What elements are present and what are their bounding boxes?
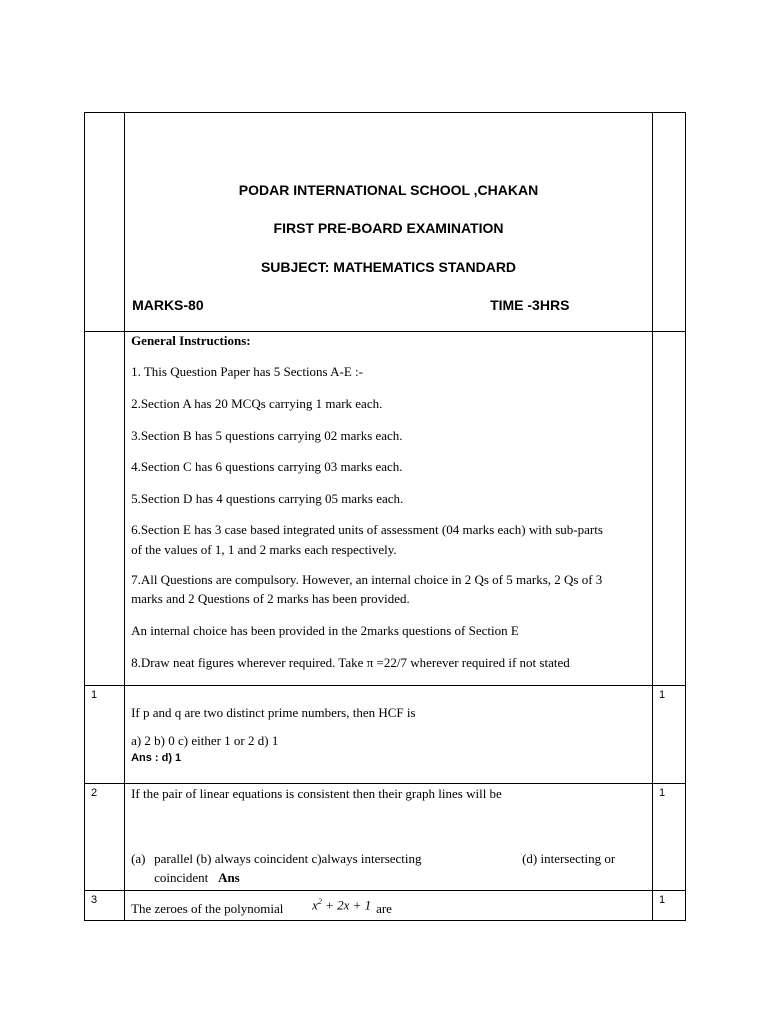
question-body [125,686,653,784]
poly-var: x [312,897,318,913]
instruction-line: 6.Section E has 3 case based integrated units of assessment (04 marks each) with sub-parts [131,522,603,537]
header-marks-cell [652,113,685,332]
question-row [85,784,686,891]
question-body [125,784,653,891]
question-row [85,891,686,921]
question-text: The zeroes of the polynomial [131,901,284,916]
instruction-line: 8.Draw neat figures wherever required. Take π =22/7 wherever required if not stated [131,655,570,670]
poly-terms: + 2x + 1 [321,897,372,913]
question-number: 1 [85,686,125,784]
header-row [85,113,686,332]
question-options: a) 2 b) 0 c) either 1 or 2 d) 1 [131,733,279,748]
polynomial-expression [312,894,371,913]
instruction-line: An internal choice has been provided in the 2marks questions of Section E [131,623,519,638]
time-duration: TIME -3HRS [490,297,570,313]
poly-exponent: 2 [317,897,322,906]
question-text: If the pair of linear equations is consistent then their graph lines will be [131,786,502,801]
exam-title: FIRST PRE-BOARD EXAMINATION [273,220,504,236]
instruction-line: 3.Section B has 5 questions carrying 02 marks each. [131,428,403,443]
question-number: 3 [85,891,125,921]
exam-table [84,112,686,921]
question-row [85,686,686,784]
instruction-line: 7.All Questions are compulsory. However, an internal choice in 2 Qs of 5 marks, 2 Qs of 3 [131,572,603,587]
instruction-line: 5.Section D has 4 questions carrying 05 marks each. [131,491,404,506]
instruction-line: 1. This Question Paper has 5 Sections A-E :- [131,364,363,379]
question-options: parallel (b) always coincident c)always intersecting [154,851,422,866]
instruction-line: of the values of 1, 1 and 2 marks each respectively. [131,542,397,557]
subject-title: SUBJECT: MATHEMATICS STANDARD [260,259,517,275]
instruction-line: marks and 2 Questions of 2 marks has been provided. [131,591,410,606]
question-marks: 1 [652,784,685,891]
school-name: PODAR INTERNATIONAL SCHOOL ,CHAKAN [238,182,539,198]
instructions-row [85,332,686,686]
answer-text: Ans [218,870,240,885]
question-text: If p and q are two distinct prime numbers, then HCF is [131,705,416,720]
answer-text: Ans : d) 1 [131,752,182,764]
header-cell [125,113,653,332]
instructions-title: General Instructions: [131,333,251,348]
question-marks: 1 [652,891,685,921]
question-text-end: are [376,901,392,916]
instruction-line: 4.Section C has 6 questions carrying 03 marks each. [131,459,403,474]
option-label: (a) [131,851,146,866]
instructions-cell [125,332,653,686]
question-marks: 1 [652,686,685,784]
question-options: coincident [154,870,209,885]
total-marks: MARKS-80 [132,297,204,313]
question-body [125,891,653,921]
instruction-line: 2.Section A has 20 MCQs carrying 1 mark each. [131,396,383,411]
question-number: 2 [85,784,125,891]
header-num-cell [85,113,125,332]
instructions-marks-cell [652,332,685,686]
question-options: (d) intersecting or [522,851,616,866]
instructions-num-cell [85,332,125,686]
